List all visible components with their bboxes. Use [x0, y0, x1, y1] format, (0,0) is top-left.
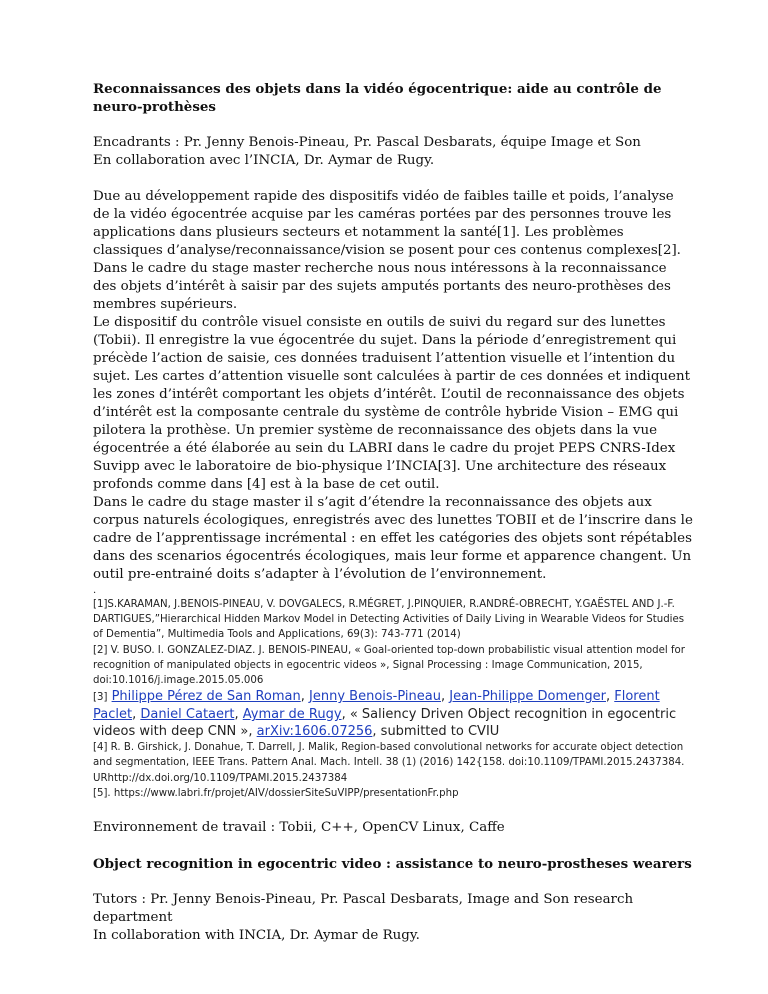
reference-3-tail: , submitted to CVIU [372, 724, 500, 740]
collaboration-en: In collaboration with INCIA, Dr. Aymar de Rugy. [93, 928, 420, 944]
references [93, 597, 693, 801]
collaboration-fr: En collaboration avec l’INCIA, Dr. Aymar de Rugy. [93, 153, 435, 168]
reference-5: [5]. https://www.labri.fr/projet/AIV/dossierSiteSuVIPP/presentationFr.php [93, 787, 459, 799]
title-en: Object recognition in egocentric video : assistance to neuro-prostheses wearers [93, 856, 692, 873]
separator: , [605, 689, 615, 705]
separator: , [234, 707, 243, 723]
paragraph-internship: Dans le cadre du stage master il s’agit d’étendre la reconnaissance des objets aux corpus naturels écologiques, enregistrés avec des lunettes TOBII et de l’inscrire dans le cadre de l’apprentissage incrémental : en effet les catégories des objets sont répétables dans des scenarios égocentrés écologiques, mais leur forme et apparence changent. Un outil pre-entrainé doits s’adapter à l’évolution de l’environnement. [93, 495, 693, 582]
author-link-cataert[interactable]: Daniel Cataert [140, 707, 235, 723]
separator: , [300, 689, 310, 705]
paragraph-context: Due au développement rapide des dispositifs vidéo de faibles taille et poids, l’analyse de la vidéo égocentrée acquise par les caméras portées par des personnes trouve les applications dans plusieurs secteurs et notamment la santé[1]. Les problèmes classiques d’analyse/reconnaissance/vision se posent pour ces contenus complexes[2]. Dans le cadre du stage master recherche nous nous intéressons à la reconnaissance des objets d’intérêt à saisir par des sujets amputés portants des neuro-prothèses des membres supérieurs. [93, 189, 681, 312]
author-link-de-rugy[interactable]: Aymar de Rugy [242, 707, 342, 723]
author-link-perez[interactable]: Philippe Pérez de San Roman [111, 689, 301, 705]
reference-3 [93, 688, 693, 740]
title-fr: Reconnaissances des objets dans la vidéo égocentrique: aide au contrôle de neuro-prothèses [93, 81, 662, 115]
tutors-en: Tutors : Pr. Jenny Benois-Pineau, Pr. Pascal Desbarats, Image and Son research department [93, 892, 634, 926]
reference-1: [1]S.KARAMAN, J.BENOIS-PINEAU, V. DOVGALECS, R.MÉGRET, J.PINQUIER, R.ANDRÉ-OBRECHT, Y.GAËSTEL AND J.-F. DARTIGUES,”Hierarchical Hidden Markov Model in Detecting Activities of Daily Living in Wearable Videos for Studies of Dementia”, Multimedia Tools and Applications, 69(3): 743-771 (2014) [93, 599, 685, 641]
author-link-paclet[interactable]: Florent Paclet [93, 689, 660, 723]
author-link-benois-pineau[interactable]: Jenny Benois-Pineau [309, 689, 441, 705]
work-environment: Environnement de travail : Tobii, C++, OpenCV Linux, Caffe [93, 820, 505, 836]
arxiv-link[interactable]: arXiv:1606.07256 [256, 724, 373, 740]
author-link-domenger[interactable]: Jean-Philippe Domenger [449, 689, 606, 705]
reference-3-number: [3] [93, 692, 108, 704]
supervisors-fr: Encadrants : Pr. Jenny Benois-Pineau, Pr. Pascal Desbarats, équipe Image et Son [93, 135, 641, 150]
reference-3-title: , « Saliency Driven Object recognition in egocentric videos with deep CNN », [93, 707, 677, 740]
reference-4: [4] R. B. Girshick, J. Donahue, T. Darrell, J. Malik, Region-based convolutional networks for accurate object detection and segmentation, IEEE Trans. Pattern Anal. Mach. Intell. 38 (1) (2016) 142{158. doi:10.1109/TPAMI.2015.2437384. URhttp://dx.doi.org/10.1109/TPAMI.2015.2437384 [93, 742, 685, 784]
separator: , [132, 707, 141, 723]
separator: , [440, 689, 450, 705]
document-page [93, 80, 693, 945]
separator-dot: . [93, 585, 97, 596]
paragraph-device: Le dispositif du contrôle visuel consiste en outils de suivi du regard sur des lunettes (Tobii). Il enregistre la vue égocentrée du sujet. Dans la période d’enregistrement qui précède l’action de saisie, ces données traduisent l’attention visuelle et l’intention du sujet. Les cartes d’attention visuelle sont calculées à partir de ces données et indiquent les zones d’intérêt comportant les objets d’intérêt. L’outil de reconnaissance des objets d’intérêt est la composante centrale du système de contrôle hybride Vision – EMG qui pilotera la prothèse. Un premier système de reconnaissance des objets dans la vue égocentrée a été élaborée au sein du LABRI dans le cadre du projet PEPS CNRS-Idex Suvipp avec le laboratoire de bio-physique l’INCIA[3]. Une architecture des réseaux profonds comme dans [4] est à la base de cet outil. [93, 315, 690, 492]
reference-2: [2] V. BUSO. I. GONZALEZ-DIAZ. J. BENOIS-PINEAU, « Goal-oriented top-down probabilistic visual attention model for recognition of manipulated objects in egocentric videos », Signal Processing : Image Communication, 2015, doi:10.1016/j.image.2015.05.006 [93, 644, 685, 687]
